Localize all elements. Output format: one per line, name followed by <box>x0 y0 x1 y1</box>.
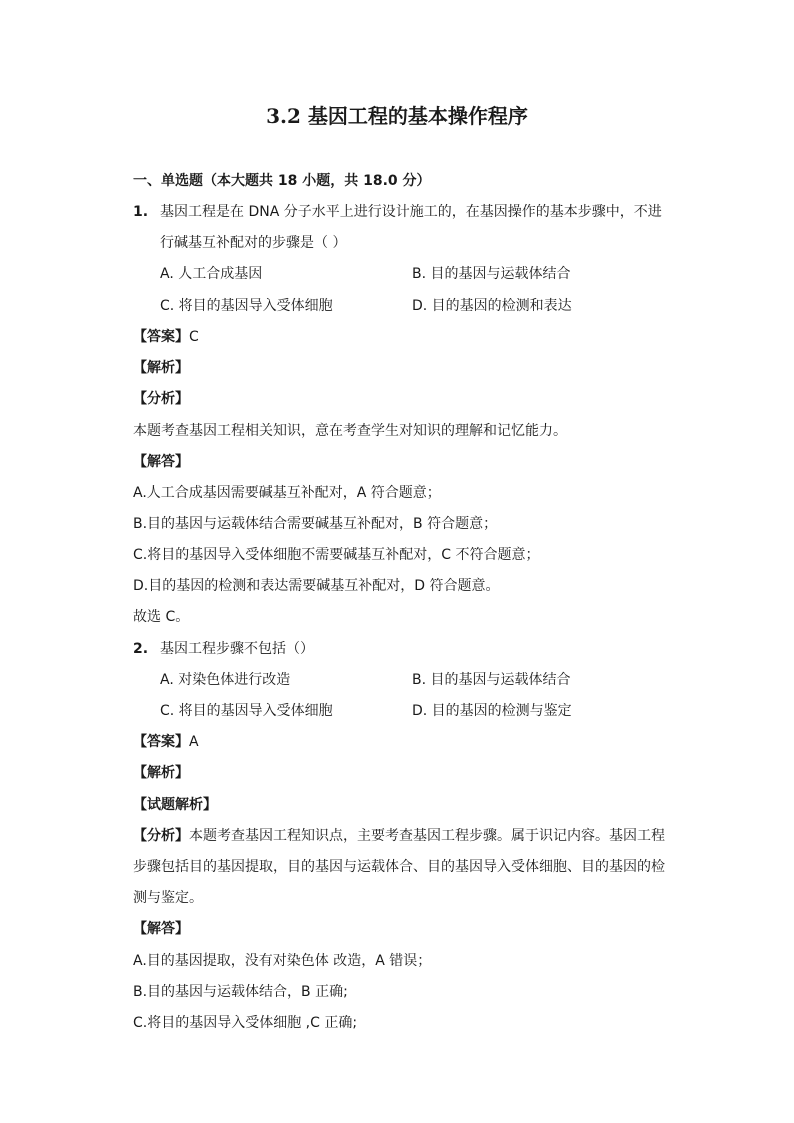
option-d: D. 目的基因的检测与鉴定 <box>412 703 572 719</box>
option-d: D. 目的基因的检测和表达 <box>412 298 572 314</box>
fenxi-line-2: 步骤包括目的基因提取，目的基因与运载体合、目的基因导入受体细胞、目的基因的检 <box>133 859 665 875</box>
fenxi-tag: 【分析】 <box>133 828 189 844</box>
question-stem-line-1: 基因工程是在 DNA 分子水平上进行设计施工的，在基因操作的基本步骤中，不进 <box>160 204 662 220</box>
question-stem-line-2: 行碱基互补配对的步骤是（ ） <box>160 235 347 251</box>
answer-line <box>133 733 199 751</box>
solution-d: D.目的基因的检测和表达需要碱基互补配对，D 符合题意。 <box>133 578 500 594</box>
analysis-heading: 【解析】 <box>133 360 189 376</box>
fenxi-line-1 <box>133 827 665 845</box>
option-b: B. 目的基因与运载体结合 <box>412 672 571 688</box>
solution-heading: 【解答】 <box>133 921 189 937</box>
option-c: C. 将目的基因导入受体细胞 <box>160 298 333 314</box>
analysis-heading: 【解析】 <box>133 765 189 781</box>
fenxi-text: 本题考查基因工程相关知识，意在考查学生对知识的理解和记忆能力。 <box>133 423 567 439</box>
solution-heading: 【解答】 <box>133 454 189 470</box>
question-number: 1. <box>133 204 149 220</box>
fenxi-line-3: 测与鉴定。 <box>133 890 203 906</box>
solution-a: A.人工合成基因需要碱基互补配对，A 符合题意； <box>133 485 441 501</box>
option-b: B. 目的基因与运载体结合 <box>412 266 571 282</box>
answer-tag: 【答案】 <box>133 329 189 345</box>
section-header: 一、单选题（本大题共 18 小题，共 18.0 分） <box>133 173 431 189</box>
answer-tag: 【答案】 <box>133 734 189 750</box>
answer-line <box>133 328 199 346</box>
answer-value: C <box>189 329 199 345</box>
option-a: A. 对染色体进行改造 <box>160 672 291 688</box>
solution-b: B.目的基因与运载体结合，B 正确; <box>133 984 348 1000</box>
question-stem: 基因工程步骤不包括（） <box>160 641 314 657</box>
option-a: A. 人工合成基因 <box>160 266 263 282</box>
page-title: 3.2 基因工程的基本操作程序 <box>266 104 528 128</box>
fenxi-text: 本题考查基因工程知识点，主要考查基因工程步骤。属于识记内容。基因工程 <box>189 828 665 844</box>
solution-b: B.目的基因与运载体结合需要碱基互补配对，B 符合题意； <box>133 516 498 532</box>
option-c: C. 将目的基因导入受体细胞 <box>160 703 333 719</box>
answer-value: A <box>189 734 199 750</box>
fenxi-heading: 【分析】 <box>133 391 189 407</box>
solution-c: C.将目的基因导入受体细胞不需要碱基互补配对，C 不符合题意； <box>133 547 540 563</box>
test-analysis-heading: 【试题解析】 <box>133 797 217 813</box>
question-number: 2. <box>133 641 149 657</box>
conclusion: 故选 C。 <box>133 609 190 625</box>
solution-a: A.目的基因提取，没有对染色体 改造，A 错误； <box>133 953 432 969</box>
solution-c: C.将目的基因导入受体细胞 ,C 正确; <box>133 1015 358 1031</box>
